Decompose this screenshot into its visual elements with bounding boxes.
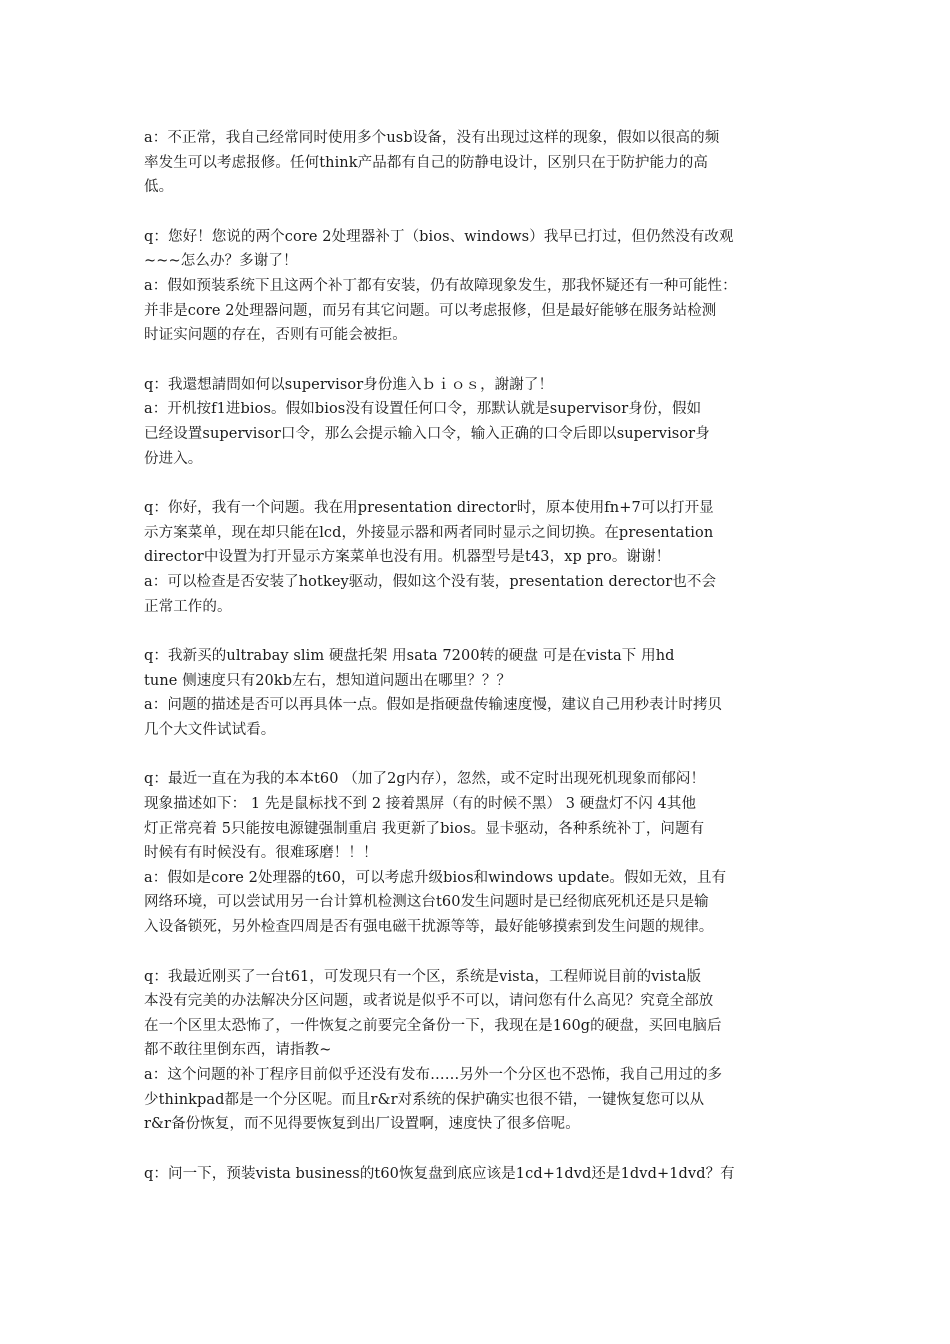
qa-block-8 — [144, 1162, 804, 1187]
text-line: 几个大文件试试看。 — [144, 721, 276, 738]
text-line: 已经设置supervisor口令，那么会提示输入口令，输入正确的口令后即以supervisor身 — [144, 425, 710, 442]
text-line: tune 侧速度只有20kb左右，想知道问题出在哪里？？？ — [144, 672, 512, 689]
text-line: ~~~怎么办？多谢了！ — [144, 253, 298, 270]
text-line: q：我新买的ultrabay slim 硬盘托架 用sata 7200转的硬盘 可是在vista下 用hd — [144, 648, 675, 665]
text-line: q：最近一直在为我的本本t60 （加了2g内存），忽然，或不定时出现死机现象而郁闷！ — [144, 771, 706, 788]
qa-block-6 — [144, 767, 804, 939]
text-line: q：我最近刚买了一台t61，可发现只有一个区，系统是vista，工程师说目前的vista版 — [144, 968, 702, 985]
text-line: 示方案菜单，现在却只能在lcd，外接显示器和两者同时显示之间切换。在presentation — [144, 524, 714, 541]
qa-block-3 — [144, 373, 804, 471]
text-line: 时候有有时候没有。很难琢磨！！！ — [144, 845, 378, 862]
text-line: director中设置为打开显示方案菜单也没有用。机器型号是t43，xp pro。谢谢！ — [144, 549, 671, 566]
text-line: 入设备锁死，另外检查四周是否有强电磁干扰源等等，最好能够摸索到发生问题的规律。 — [144, 919, 714, 936]
text-line: 率发生可以考虑报修。任何think产品都有自己的防静电设计，区别只在于防护能力的高 — [144, 154, 709, 171]
text-line: q：你好，我有一个问题。我在用presentation director时，原本使用fn+7可以打开显 — [144, 500, 714, 517]
text-line: 时证实问题的存在，否则有可能会被拒。 — [144, 327, 407, 344]
text-line: a：不正常，我自己经常同时使用多个usb设备，没有出现过这样的现象，假如以很高的频 — [144, 130, 720, 146]
text-line: 本没有完美的办法解决分区问题，或者说是似乎不可以，请问您有什么高见？究竟全部放 — [144, 993, 714, 1010]
text-line: a：假如预装系统下且这两个补丁都有安装，仍有故障现象发生，那我怀疑还有一种可能性： — [144, 277, 737, 294]
text-line: a：问题的描述是否可以再具体一点。假如是指硬盘传输速度慢，建议自己用秒表计时拷贝 — [144, 697, 723, 714]
text-line: 灯正常亮着 5只能按电源键强制重启 我更新了bios。显卡驱动，各种系统补丁，问题有 — [144, 820, 705, 837]
text-line: 低。 — [144, 179, 174, 196]
text-line: a：开机按f1进bios。假如bios没有设置任何口令，那默认就是supervisor身份，假如 — [144, 401, 702, 418]
text-line: 少thinkpad都是一个分区呢。而且r&r对系统的保护确实也很不错，一键恢复您可以从 — [144, 1091, 705, 1108]
qa-block-7 — [144, 965, 804, 1137]
text-line: r&r备份恢复，而不见得要恢复到出厂设置啊，速度快了很多倍呢。 — [144, 1116, 580, 1133]
qa-block-2 — [144, 225, 804, 348]
text-line: 现象描述如下： 1 先是鼠标找不到 2 接着黑屏（有的时候不黑） 3 硬盘灯不闪 4其他 — [144, 796, 697, 813]
document-body — [144, 126, 804, 1211]
text-line: 在一个区里太恐怖了，一件恢复之前要完全备份一下，我现在是160g的硬盘，买回电脑后 — [144, 1017, 722, 1034]
text-line: q：问一下，预装vista business的t60恢复盘到底应该是1cd+1dvd还是1dvd+1dvd？有 — [144, 1165, 735, 1182]
text-line: 网络环境，可以尝试用另一台计算机检测这台t60发生问题时是已经彻底死机还是只是输 — [144, 894, 709, 911]
text-line: q：我還想請問如何以supervisor身份進入ｂｉｏｓ，謝謝了！ — [144, 376, 554, 393]
text-line: a：可以检查是否安装了hotkey驱动，假如这个没有装，presentation derector也不会 — [144, 573, 717, 590]
text-line: a：这个问题的补丁程序目前似乎还没有发布……另外一个分区也不恐怖，我自己用过的多 — [144, 1067, 723, 1083]
qa-block-5 — [144, 644, 804, 742]
text-line: 正常工作的。 — [144, 598, 232, 615]
text-line: a：假如是core 2处理器的t60，可以考虑升级bios和windows update。假如无效，且有 — [144, 869, 727, 886]
text-line: q：您好！您说的两个core 2处理器补丁（bios、windows）我早已打过，但仍然没有改观 — [144, 228, 734, 245]
qa-block-1 — [144, 126, 804, 200]
text-line: 并非是core 2处理器问题，而另有其它问题。可以考虑报修，但是最好能够在服务站检测 — [144, 302, 717, 319]
text-line: 份进入。 — [144, 450, 203, 467]
text-line: 都不敢往里倒东西，请指教~ — [144, 1042, 332, 1059]
qa-block-4 — [144, 496, 804, 619]
